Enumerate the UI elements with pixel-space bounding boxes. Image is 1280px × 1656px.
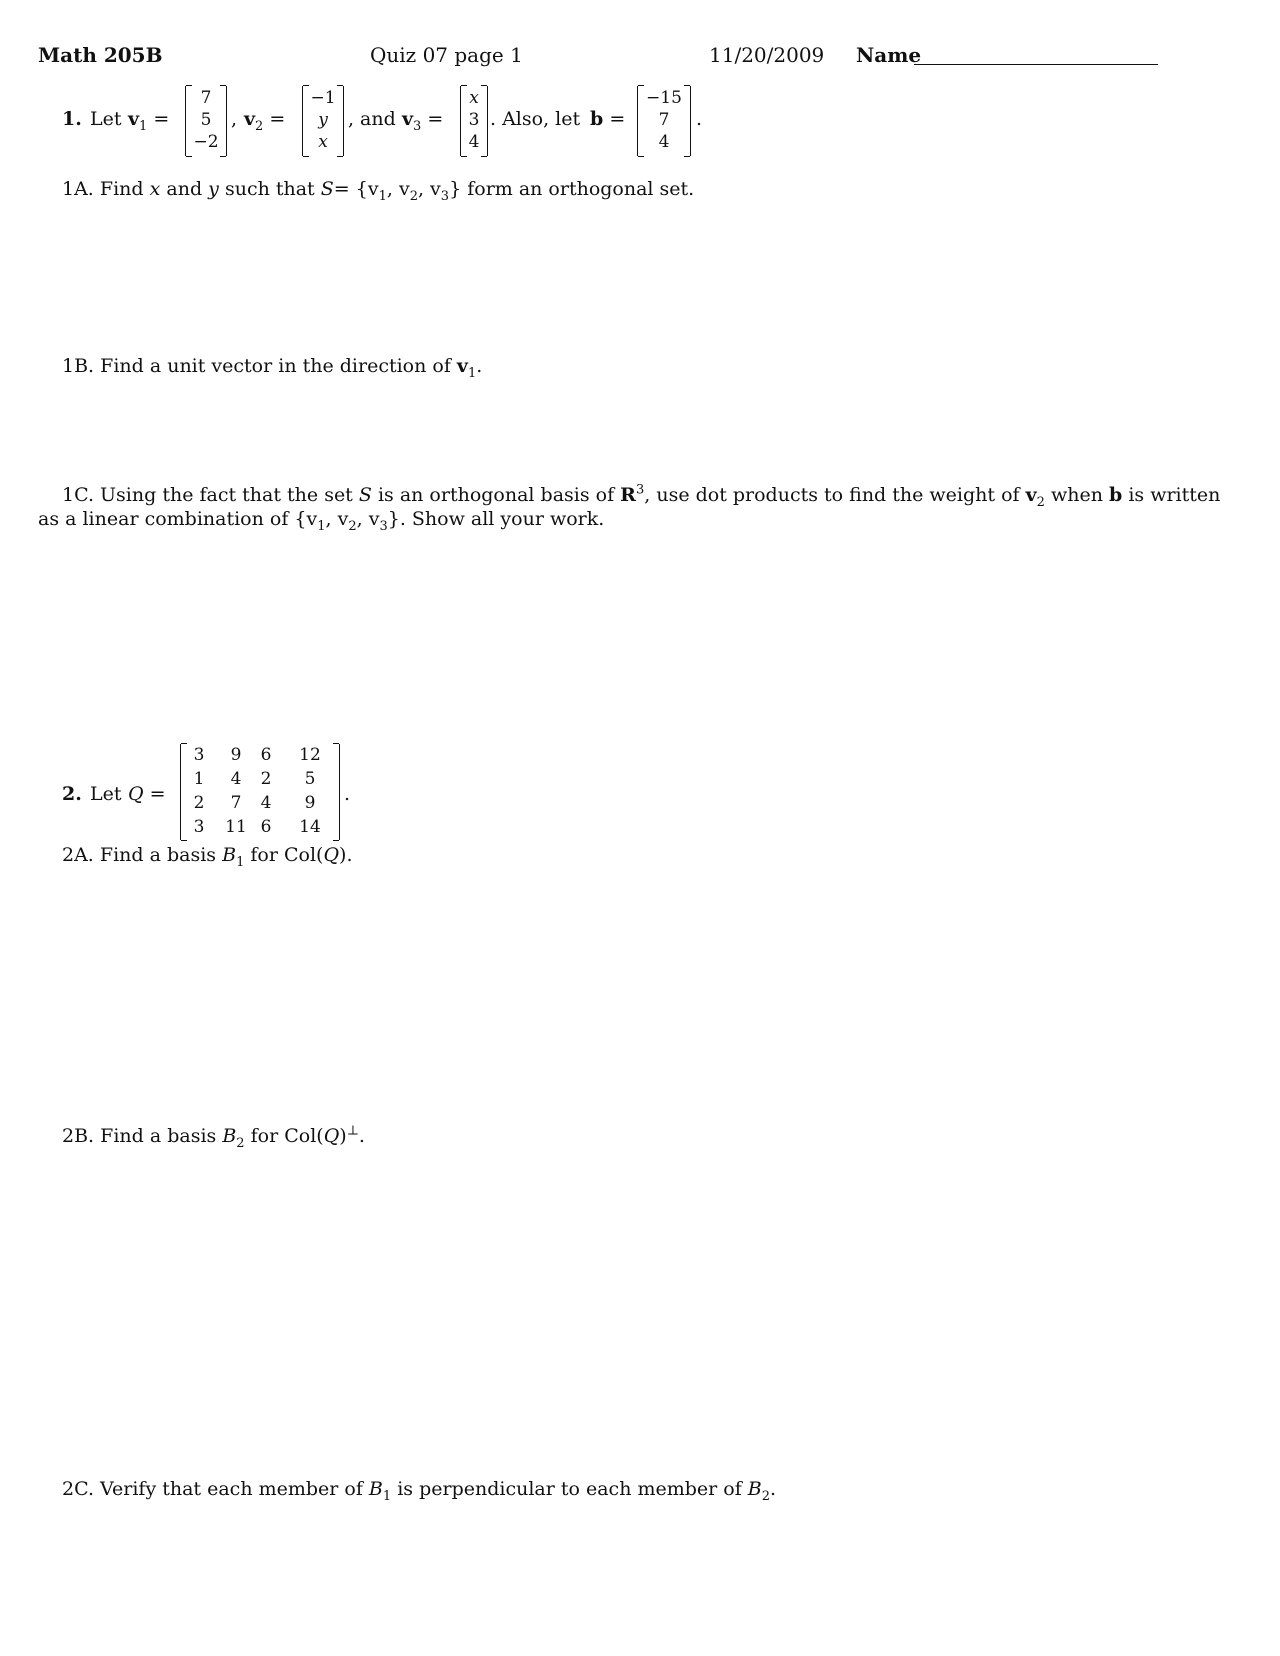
question-1b: 1B. Find a unit vector in the direction of $v_1$. [62, 355, 483, 381]
Q-entry: 7 [230, 793, 242, 813]
v2-label: $v_2$ = [244, 108, 286, 134]
problem-2-let: Let [90, 783, 122, 805]
Q-entry: 9 [304, 793, 316, 813]
answer-space-1b[interactable] [62, 385, 1162, 470]
name-label: Name [856, 43, 922, 67]
period: . [696, 108, 703, 130]
course-title: Math 205B [38, 43, 163, 67]
v2-entry: y [318, 110, 328, 130]
Q-entry: 9 [230, 745, 242, 765]
b-entry: 7 [658, 110, 670, 130]
comma: , [231, 108, 238, 130]
period: . [344, 783, 351, 805]
answer-space-1a[interactable] [62, 210, 1162, 340]
vector-v3 [460, 86, 488, 156]
question-1c-line2: as a linear combination of {$v_1$, $v_2$, $v_3$}. Show all your work. [38, 508, 605, 534]
vector-b [637, 86, 691, 156]
v1-entry: 5 [200, 110, 212, 130]
Q-entry: 5 [304, 769, 316, 789]
v1-label: $v_1$ = [128, 108, 170, 134]
Q-entry: 1 [193, 769, 205, 789]
question-1c-line1: 1C. Using the fact that the set S is an orthogonal basis of $R^3$, use dot products to find the weight of $v_2$ when b is written [62, 482, 1221, 510]
Q-label: Q = [128, 783, 166, 805]
Q-entry: 6 [260, 745, 272, 765]
b-label: b = [590, 108, 626, 130]
Q-entry: 2 [260, 769, 272, 789]
v2-entry: −1 [310, 88, 336, 108]
question-2c: 2C. Verify that each member of $B_1$ is perpendicular to each member of $B_2$. [62, 1478, 777, 1504]
v2-entry: x [318, 132, 328, 152]
v3-label: $v_3$ = [402, 108, 444, 134]
and-text: and [360, 108, 396, 130]
vector-v1 [185, 86, 227, 156]
comma: , [348, 108, 355, 130]
v1-entry: 7 [200, 88, 212, 108]
Q-entry: 4 [260, 793, 272, 813]
answer-space-2a[interactable] [62, 876, 1162, 1116]
question-2a: 2A. Find a basis $B_1$ for Col(Q). [62, 844, 353, 870]
v3-entry: 3 [468, 110, 480, 130]
Q-entry: 2 [193, 793, 205, 813]
Q-entry: 6 [260, 817, 272, 837]
problem-2-number: 2. [62, 783, 82, 805]
b-entry: −15 [646, 88, 682, 108]
problem-1-let: Let [90, 108, 122, 130]
name-blank-line[interactable] [914, 64, 1158, 65]
matrix-Q [180, 744, 340, 840]
Q-entry: 11 [225, 817, 247, 837]
Q-entry: 12 [299, 745, 321, 765]
Q-entry: 3 [193, 817, 205, 837]
Q-entry: 4 [230, 769, 242, 789]
also-text: . Also, let [490, 108, 581, 130]
answer-space-2c[interactable] [62, 1510, 1162, 1640]
vector-v2 [302, 86, 344, 156]
v3-entry: 4 [468, 132, 480, 152]
question-2b: 2B. Find a basis $B_2$ for Col(Q)⊥. [62, 1123, 365, 1151]
Q-entry: 3 [193, 745, 205, 765]
question-1a: 1A. Find x and y such that $S= \{v_1$, $v_2$, $v_3$} form an orthogonal set. [62, 178, 695, 204]
v1-entry: −2 [193, 132, 219, 152]
quiz-title: Quiz 07 page 1 [370, 43, 523, 67]
Q-entry: 14 [299, 817, 321, 837]
answer-space-2b[interactable] [62, 1156, 1162, 1456]
answer-space-1c[interactable] [38, 540, 1158, 730]
b-entry: 4 [658, 132, 670, 152]
quiz-date: 11/20/2009 [709, 43, 825, 67]
v3-entry: x [469, 88, 479, 108]
problem-1-number: 1. [62, 108, 82, 130]
